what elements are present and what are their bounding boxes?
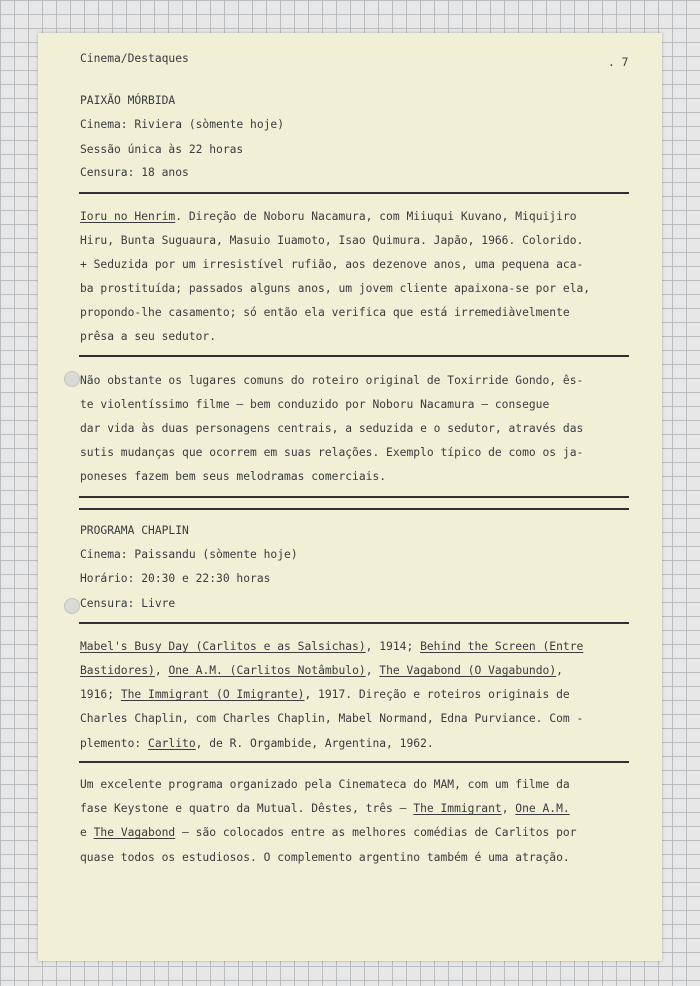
film1-credits-line: prêsa a seu sedutor. (80, 330, 217, 343)
film2-credits-line: 1916; The Immigrant (O Imigrante), 1917. Direção e roteiros originais de (80, 688, 570, 701)
film1-credits-line: ba prostituída; passados alguns anos, um jovem cliente apaixona-se por ela, (80, 282, 591, 295)
film1-title: PAIXÃO MÓRBIDA (80, 94, 176, 107)
film2-credits-line: Charles Chaplin, com Charles Chaplin, Mabel Normand, Edna Purviance. Com - (80, 712, 584, 725)
divider (79, 496, 629, 498)
divider (79, 761, 629, 763)
film1-session: Sessão única às 22 horas (80, 143, 244, 156)
page-number: . 7 (608, 56, 629, 69)
film2-review-line: quase todos os estudiosos. O complemento argentino também é uma atração. (80, 851, 570, 864)
film2-credits-line: plemento: Carlito, de R. Orgambide, Argentina, 1962. (80, 737, 434, 750)
film2-schedule: Horário: 20:30 e 22:30 horas (80, 572, 271, 585)
section-header: Cinema/Destaques (80, 52, 189, 65)
film2-review-line: Um excelente programa organizado pela Cinemateca do MAM, com um filme da (80, 778, 570, 791)
film1-review-line: dar vida às duas personagens centrais, a seduzida e o sedutor, através das (80, 422, 584, 435)
punch-hole (64, 598, 80, 614)
film1-cinema: Cinema: Riviera (sòmente hoje) (80, 118, 285, 131)
punch-hole (64, 371, 80, 387)
film1-review-line: Não obstante os lugares comuns do roteiro original de Toxirride Gondo, ês- (80, 374, 584, 387)
film2-title: PROGRAMA CHAPLIN (80, 524, 189, 537)
film2-censorship: Censura: Livre (80, 597, 176, 610)
film1-review-line: te violentíssimo filme — bem conduzido por Noboru Nacamura — consegue (80, 398, 550, 411)
film2-credits-line: Bastidores), One A.M. (Carlitos Notâmbulo), The Vagabond (O Vagabundo), (80, 664, 563, 677)
film1-review-line: poneses fazem bem seus melodramas comerciais. (80, 470, 387, 483)
film2-review-line: fase Keystone e quatro da Mutual. Dêstes, três — The Immigrant, One A.M. (80, 802, 570, 815)
divider (79, 355, 629, 357)
film1-credits-line: propondo-lhe casamento; só então ela verifica que está irremediàvelmente (80, 306, 570, 319)
film1-credits-line: Ioru no Henrim. Direção de Noboru Nacamura, com Miiuqui Kuvano, Miquijiro (80, 210, 577, 223)
film1-credits-line: + Seduzida por um irresistível rufião, aos dezenove anos, uma pequena aca- (80, 258, 584, 271)
film-title-ref: Ioru no Henrim (80, 210, 176, 223)
film2-review-line: e The Vagabond — são colocados entre as melhores comédias de Carlitos por (80, 826, 577, 839)
divider (79, 508, 629, 510)
film1-credits-line: Hiru, Bunta Suguaura, Masuio Iuamoto, Isao Quimura. Japão, 1966. Colorido. (80, 234, 584, 247)
film1-review-line: sutis mudanças que ocorrem em suas relações. Exemplo típico de como os ja- (80, 446, 584, 459)
divider (79, 192, 629, 194)
divider (79, 622, 629, 624)
film1-censorship: Censura: 18 anos (80, 166, 189, 179)
film2-cinema: Cinema: Paissandu (sòmente hoje) (80, 548, 298, 561)
film2-credits-line: Mabel's Busy Day (Carlitos e as Salsichas), 1914; Behind the Screen (Entre (80, 640, 584, 653)
